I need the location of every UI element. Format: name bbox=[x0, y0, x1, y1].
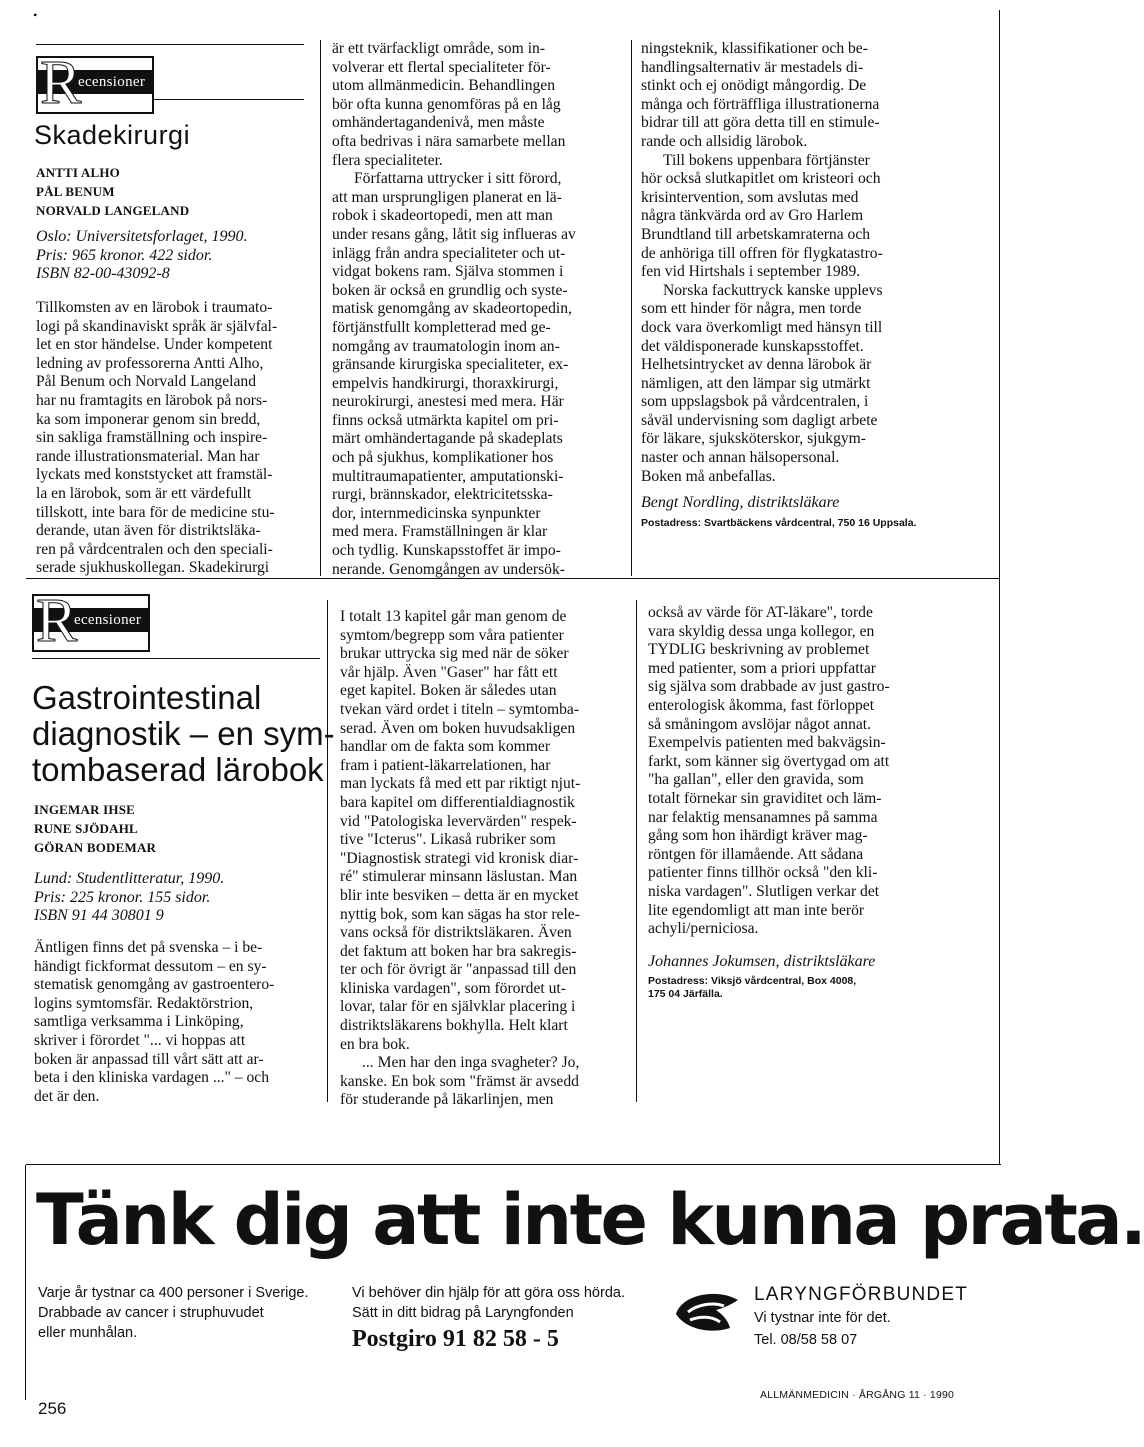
author: PÅL BENUM bbox=[36, 184, 115, 199]
col-divider-3 bbox=[327, 600, 328, 1102]
author-list bbox=[36, 163, 189, 220]
text-line: att man ursprungligen planerat en lä- bbox=[332, 188, 562, 206]
col-divider-1 bbox=[320, 40, 321, 576]
text-line: såväl undervisning som dagligt arbete bbox=[641, 411, 878, 429]
text-line: lovar, talar för en självklar placering i bbox=[340, 998, 576, 1016]
text-line: volverar ett flertal specialiteter för- bbox=[332, 58, 551, 76]
text-line: dock vara överkomligt med hänsyn till bbox=[641, 318, 883, 336]
review-column-1 bbox=[36, 299, 312, 578]
ad-left-text bbox=[38, 1283, 309, 1343]
text-line: förtjänstfullt kompletterad med ge- bbox=[332, 318, 551, 336]
review-column-1 bbox=[34, 939, 318, 1106]
text-line: boken är anpassad till vårt sätt att ar- bbox=[34, 1050, 264, 1068]
text-line: stematisk genomgång av gastroentero- bbox=[34, 976, 275, 994]
text-line: ledning av professorerna Antti Alho, bbox=[36, 354, 264, 372]
text-line: under resans gång, låtit sig influeras av bbox=[332, 225, 576, 243]
text-line: distriktsläkarens bokhylla. Helt klart bbox=[340, 1017, 568, 1035]
text-line: rande och allsidig lärobok. bbox=[641, 132, 808, 150]
text-line: rurgi, brännskador, elektricitetsska- bbox=[332, 486, 553, 504]
text-line: nar felaktig mensanamnes på samma bbox=[648, 808, 878, 826]
text-line: I totalt 13 kapitel går man genom de bbox=[340, 608, 567, 625]
text-line: boken är också en grundlig och syste- bbox=[332, 281, 568, 299]
ad-line: eller munhålan. bbox=[38, 1325, 138, 1341]
text-line: derande, utan även för distriktsläka- bbox=[36, 522, 261, 540]
magazine-footer: ALLMÄNMEDICIN · ÅRGÅNG 11 · 1990 bbox=[760, 1389, 955, 1401]
text-line: brukar uttrycka sig med när de söker bbox=[340, 645, 569, 663]
text-line: vår hjälp. Även "Gaser" har fått ett bbox=[340, 663, 558, 681]
logo-letter: R bbox=[40, 49, 82, 117]
ad-headline: Tänk dig att inte kunna prata. bbox=[36, 1179, 1144, 1261]
text-line: ré" stimulerar minsann läslustan. Man bbox=[340, 868, 578, 886]
text-line: det faktum att boken har bra sakregis- bbox=[340, 942, 577, 960]
text-line: lyckats med konststycket att framstäl- bbox=[36, 466, 273, 484]
text-line: för studerande på läkarlinjen, men bbox=[340, 1091, 554, 1109]
text-line: empelvis handkirurgi, thoraxkirurgi, bbox=[332, 374, 559, 392]
text-line: och tydlig. Kunskapsstoffet är impo- bbox=[332, 542, 561, 560]
text-line: neurokirurgi, anestesi med mera. Här bbox=[332, 393, 564, 411]
text-line: serade sjukhuskollegan. Skadekirurgi bbox=[36, 559, 270, 577]
text-line: kanske. En bok som "främst är avsedd bbox=[340, 1072, 579, 1090]
review-column-3 bbox=[648, 604, 932, 1001]
text-line: kliniska vardagen", som förordet ut- bbox=[340, 979, 566, 997]
text-line: farkt, som känner sig övertygad om att bbox=[648, 752, 890, 770]
text-line: multitraumapatienter, amputationski- bbox=[332, 467, 564, 485]
text-line: patienter finns tillhör också "den kli- bbox=[648, 864, 878, 882]
text-line: sig själva som drabbade av just gastro- bbox=[648, 678, 890, 696]
text-line: nomgång av traumatologin inom an- bbox=[332, 337, 560, 355]
logo-rule bbox=[32, 658, 320, 659]
logo-letter: R bbox=[36, 587, 78, 655]
review-address-line: 175 04 Järfälla. bbox=[648, 988, 723, 1001]
text-line: flera specialiteter. bbox=[332, 151, 443, 169]
text-line: man lyckats få med ett par riktigt njut- bbox=[340, 775, 581, 793]
text-line: "Diagnostisk strategi vid kronisk diar- bbox=[340, 849, 579, 867]
text-line: ningsteknik, klassifikationer och be- bbox=[641, 40, 868, 57]
text-line: logi på skandinaviskt språk är självfal- bbox=[36, 317, 278, 335]
text-line: bör ofta kunna genomföras på en låg bbox=[332, 95, 561, 113]
top-rule-left bbox=[36, 44, 304, 45]
text-line: handlar om de fakta som kommer bbox=[340, 738, 551, 756]
text-line: många och förträffliga illustrationerna bbox=[641, 95, 880, 113]
ad-line: Varje år tystnar ca 400 personer i Sverige. bbox=[38, 1285, 309, 1301]
text-line: totalt förnekar sin graviditet och läm- bbox=[648, 789, 882, 807]
text-line: för läkare, sjuksköterskor, sjukgym- bbox=[641, 430, 867, 448]
title-line: Gastrointestinal bbox=[32, 679, 262, 716]
text-line: eget kapitel. Boken är således utan bbox=[340, 682, 557, 700]
text-line: ka som imponerar genom sin bredd, bbox=[36, 410, 261, 428]
text-line: det väldisponerade kunskapsstoffet. bbox=[641, 337, 864, 355]
col-divider-2 bbox=[631, 40, 632, 576]
text-line: och på sjukhus, komplikationer hos bbox=[332, 449, 554, 467]
laryngforbundet-logo-icon bbox=[672, 1284, 744, 1340]
text-line: handlingsalternativ är mestadels di- bbox=[641, 58, 864, 76]
text-line: finns också utmärkta kapitel om pri- bbox=[332, 411, 559, 429]
text-line: Pål Benum och Norvald Langeland bbox=[36, 373, 256, 391]
org-name: LARYNGFÖRBUNDET bbox=[754, 1284, 969, 1305]
price: Pris: 225 kronor. 155 sidor. bbox=[34, 888, 211, 906]
author: ANTTI ALHO bbox=[36, 165, 120, 180]
text-line: Tillkomsten av en lärobok i traumato- bbox=[36, 299, 273, 316]
vertical-rule-right bbox=[999, 10, 1000, 1165]
text-line: omhändertagandenivå, men måste bbox=[332, 114, 545, 132]
author: GÖRAN BODEMAR bbox=[34, 840, 157, 855]
page-number: 256 bbox=[38, 1399, 67, 1418]
text-line: stinkt och ej onödigt mångordig. De bbox=[641, 77, 867, 95]
title-line: tombaserad lärobok bbox=[32, 751, 324, 788]
text-line: Helhetsintrycket av denna lärobok är bbox=[641, 356, 872, 374]
publisher: Lund: Studentlitteratur, 1990. bbox=[34, 870, 225, 887]
text-line: fram i patient-läkarrelationen, har bbox=[340, 756, 551, 774]
text-line: beta i den kliniska vardagen ..." – och bbox=[34, 1069, 270, 1087]
text-line: som ett hinder för några, men torde bbox=[641, 300, 862, 318]
logo-word: ecensioner bbox=[74, 612, 142, 628]
price: Pris: 965 kronor. 422 sidor. bbox=[36, 246, 213, 264]
text-line: dor, internmedicinska synpunkter bbox=[332, 504, 541, 522]
text-line: fen vid Hirtshals i september 1989. bbox=[641, 263, 861, 281]
ad-line: Sätt in ditt bidrag på Laryngfonden bbox=[352, 1305, 574, 1321]
text-line: ... Men har den inga svagheter? Jo, bbox=[362, 1054, 580, 1072]
text-line: rande illustrationsmaterial. Man har bbox=[36, 447, 260, 465]
publication-info bbox=[36, 228, 248, 284]
text-line: nerande. Genomgången av undersök- bbox=[332, 560, 565, 578]
text-line: händigt fickformat dessutom – en sy- bbox=[34, 957, 267, 975]
review-title bbox=[32, 680, 335, 788]
review-address-line: Postadress: Viksjö vårdcentral, Box 4008, bbox=[648, 975, 857, 988]
review-signature: Bengt Nordling, distriktsläkare bbox=[641, 494, 840, 512]
publisher: Oslo: Universitetsforlaget, 1990. bbox=[36, 228, 248, 245]
text-line: en bra bok. bbox=[340, 1035, 410, 1053]
text-line: logins symtomsfär. Redaktörstrion, bbox=[34, 994, 254, 1012]
review-logo bbox=[32, 587, 150, 655]
text-line: matisk genomgång av skadeortopedin, bbox=[332, 300, 572, 318]
text-line: achyli/perniciosa. bbox=[648, 920, 759, 938]
author-list bbox=[34, 800, 156, 857]
text-line: ter och för övrigt är "anpassad till den bbox=[340, 961, 577, 979]
title-line: diagnostik – en sym- bbox=[32, 715, 335, 752]
text-line: skriver i förordet "... vi hoppas att bbox=[34, 1031, 246, 1049]
logo-rule bbox=[154, 99, 304, 100]
postgiro-number: Postgiro 91 82 58 - 5 bbox=[352, 1326, 559, 1352]
text-line: symtom/begrepp som våra patienter bbox=[340, 626, 564, 644]
text-line: Boken må anbefallas. bbox=[641, 467, 776, 485]
text-line: inlägg från andra specialiteter och ut- bbox=[332, 244, 566, 262]
text-line: de anhöriga till offren för flygkatastro- bbox=[641, 244, 883, 262]
ad-line: Vi behöver din hjälp för att göra oss hörda. bbox=[352, 1285, 625, 1301]
org-tagline: Vi tystnar inte för det. bbox=[754, 1310, 891, 1326]
review-column-2 bbox=[332, 40, 622, 579]
logo-word: ecensioner bbox=[78, 74, 146, 90]
text-line: tvekan värd ordet i titeln – symtomba- bbox=[340, 700, 580, 718]
text-line: nämligen, att den lämpar sig utmärkt bbox=[641, 374, 871, 392]
text-line: vidgat bokens ram. Själva stommen i bbox=[332, 263, 564, 281]
author: RUNE SJÖDAHL bbox=[34, 821, 138, 836]
text-line: samtliga verksamma i Linköping, bbox=[34, 1013, 244, 1031]
text-line: robok i skadeortopedi, men att man bbox=[332, 207, 553, 225]
text-line: gång som hon ihärdigt kräver mag- bbox=[648, 827, 868, 845]
text-line: Exempelvis patienten med bakvägsin- bbox=[648, 734, 886, 752]
text-line: naster och annan hälsopersonal. bbox=[641, 449, 840, 467]
text-line: ofta bedrivas i nära samarbete mellan bbox=[332, 132, 566, 150]
text-line: tillskott, inte bara för de medicine stu- bbox=[36, 503, 275, 521]
review-column-3 bbox=[641, 40, 923, 530]
vertical-rule-left bbox=[25, 1165, 26, 1400]
text-line: lite egendomligt att man inte berör bbox=[648, 901, 865, 919]
author: NORVALD LANGELAND bbox=[36, 203, 190, 218]
text-line: niska vardagen". Slutligen verkar det bbox=[648, 882, 880, 900]
text-line: hör också slutkapitlet om kristeori och bbox=[641, 170, 881, 188]
review-logo bbox=[36, 49, 154, 117]
text-line: märt omhändertagande på skadeplats bbox=[332, 430, 563, 448]
text-line: Författarna uttrycker i sitt förord, bbox=[354, 170, 562, 188]
masthead-mark: • bbox=[33, 8, 38, 22]
text-line: har nu framtagits en lärobok på nors- bbox=[36, 391, 268, 409]
text-line: bidrar till att göra detta till en stimule- bbox=[641, 114, 880, 132]
text-line: vara skyldig dessa unga kollegor, en bbox=[648, 622, 875, 640]
text-line: ren på vårdcentralen och den speciali- bbox=[36, 540, 273, 558]
ad-line: Drabbade av cancer i struphuvudet bbox=[38, 1305, 264, 1321]
text-line: vans också för distriktsläkaren. Även bbox=[340, 924, 572, 942]
text-line: la en lärobok, som är ett värdefullt bbox=[36, 484, 252, 502]
text-line: serad. Även om boken huvudsakligen bbox=[340, 719, 576, 737]
text-line: också av värde för AT-läkare", torde bbox=[648, 604, 873, 621]
text-line: sin sakliga framställning och inspire- bbox=[36, 429, 268, 447]
text-line: tive "Icterus". Likaså rubriker som bbox=[340, 831, 556, 849]
text-line: enterologisk åkomma, fast förloppet bbox=[648, 696, 875, 714]
text-line: är ett tvärfackligt område, som in- bbox=[332, 40, 546, 57]
text-line: med patienter, som a priori uppfattar bbox=[648, 659, 877, 677]
text-line: det är den. bbox=[34, 1087, 100, 1105]
text-line: TYDLIG beskrivning av problemet bbox=[648, 641, 870, 659]
text-line: krisintervention, som avslutas med bbox=[641, 188, 859, 206]
review-signature: Johannes Jokumsen, distriktsläkare bbox=[648, 952, 876, 970]
text-line: så småningom avslöjar något annat. bbox=[648, 715, 872, 733]
text-line: bara kapitel om differentialdiagnostik bbox=[340, 793, 575, 811]
text-line: Äntligen finns det på svenska – i be- bbox=[34, 939, 263, 956]
text-line: Till bokens uppenbara förtjänster bbox=[663, 151, 870, 169]
review-title: Skadekirurgi bbox=[34, 120, 191, 150]
text-line: "ha gallan", eller den gravida, som bbox=[648, 771, 864, 789]
text-line: gränsande kirurgiska specialiteter, ex- bbox=[332, 356, 569, 374]
text-line: Brundtland till arbetskamraterna och bbox=[641, 225, 871, 243]
text-line: Norska fackuttryck kanske upplevs bbox=[663, 281, 883, 299]
org-phone: Tel. 08/58 58 07 bbox=[754, 1332, 858, 1348]
ad-mid-text bbox=[352, 1283, 625, 1323]
isbn: ISBN 82-00-43092-8 bbox=[36, 265, 170, 282]
text-line: några tänkvärda ord av Gro Harlem bbox=[641, 207, 864, 225]
ad-top-rule bbox=[26, 1164, 1001, 1165]
col-divider-4 bbox=[636, 600, 637, 1102]
text-line: vid "Patologiska levervärden" respek- bbox=[340, 812, 577, 830]
isbn: ISBN 91 44 30801 9 bbox=[34, 907, 164, 924]
author: INGEMAR IHSE bbox=[34, 802, 135, 817]
text-line: let en stor händelse. Under kompetent bbox=[36, 336, 273, 354]
text-line: nyttig bok, som kan sägas ha stor rele- bbox=[340, 905, 580, 923]
review-address: Postadress: Svartbäckens vårdcentral, 750 16 Uppsala. bbox=[641, 516, 917, 529]
text-line: röntgen för illamående. Att sådana bbox=[648, 845, 864, 863]
review-column-2 bbox=[340, 608, 628, 1110]
text-line: blir inte besviken – detta är en mycket bbox=[340, 886, 579, 904]
publication-info bbox=[34, 870, 224, 926]
text-line: som uppslagsbok på vårdcentralen, i bbox=[641, 393, 869, 411]
text-line: med mera. Framställningen är klar bbox=[332, 523, 548, 541]
text-line: utom allmänmedicin. Behandlingen bbox=[332, 77, 556, 95]
